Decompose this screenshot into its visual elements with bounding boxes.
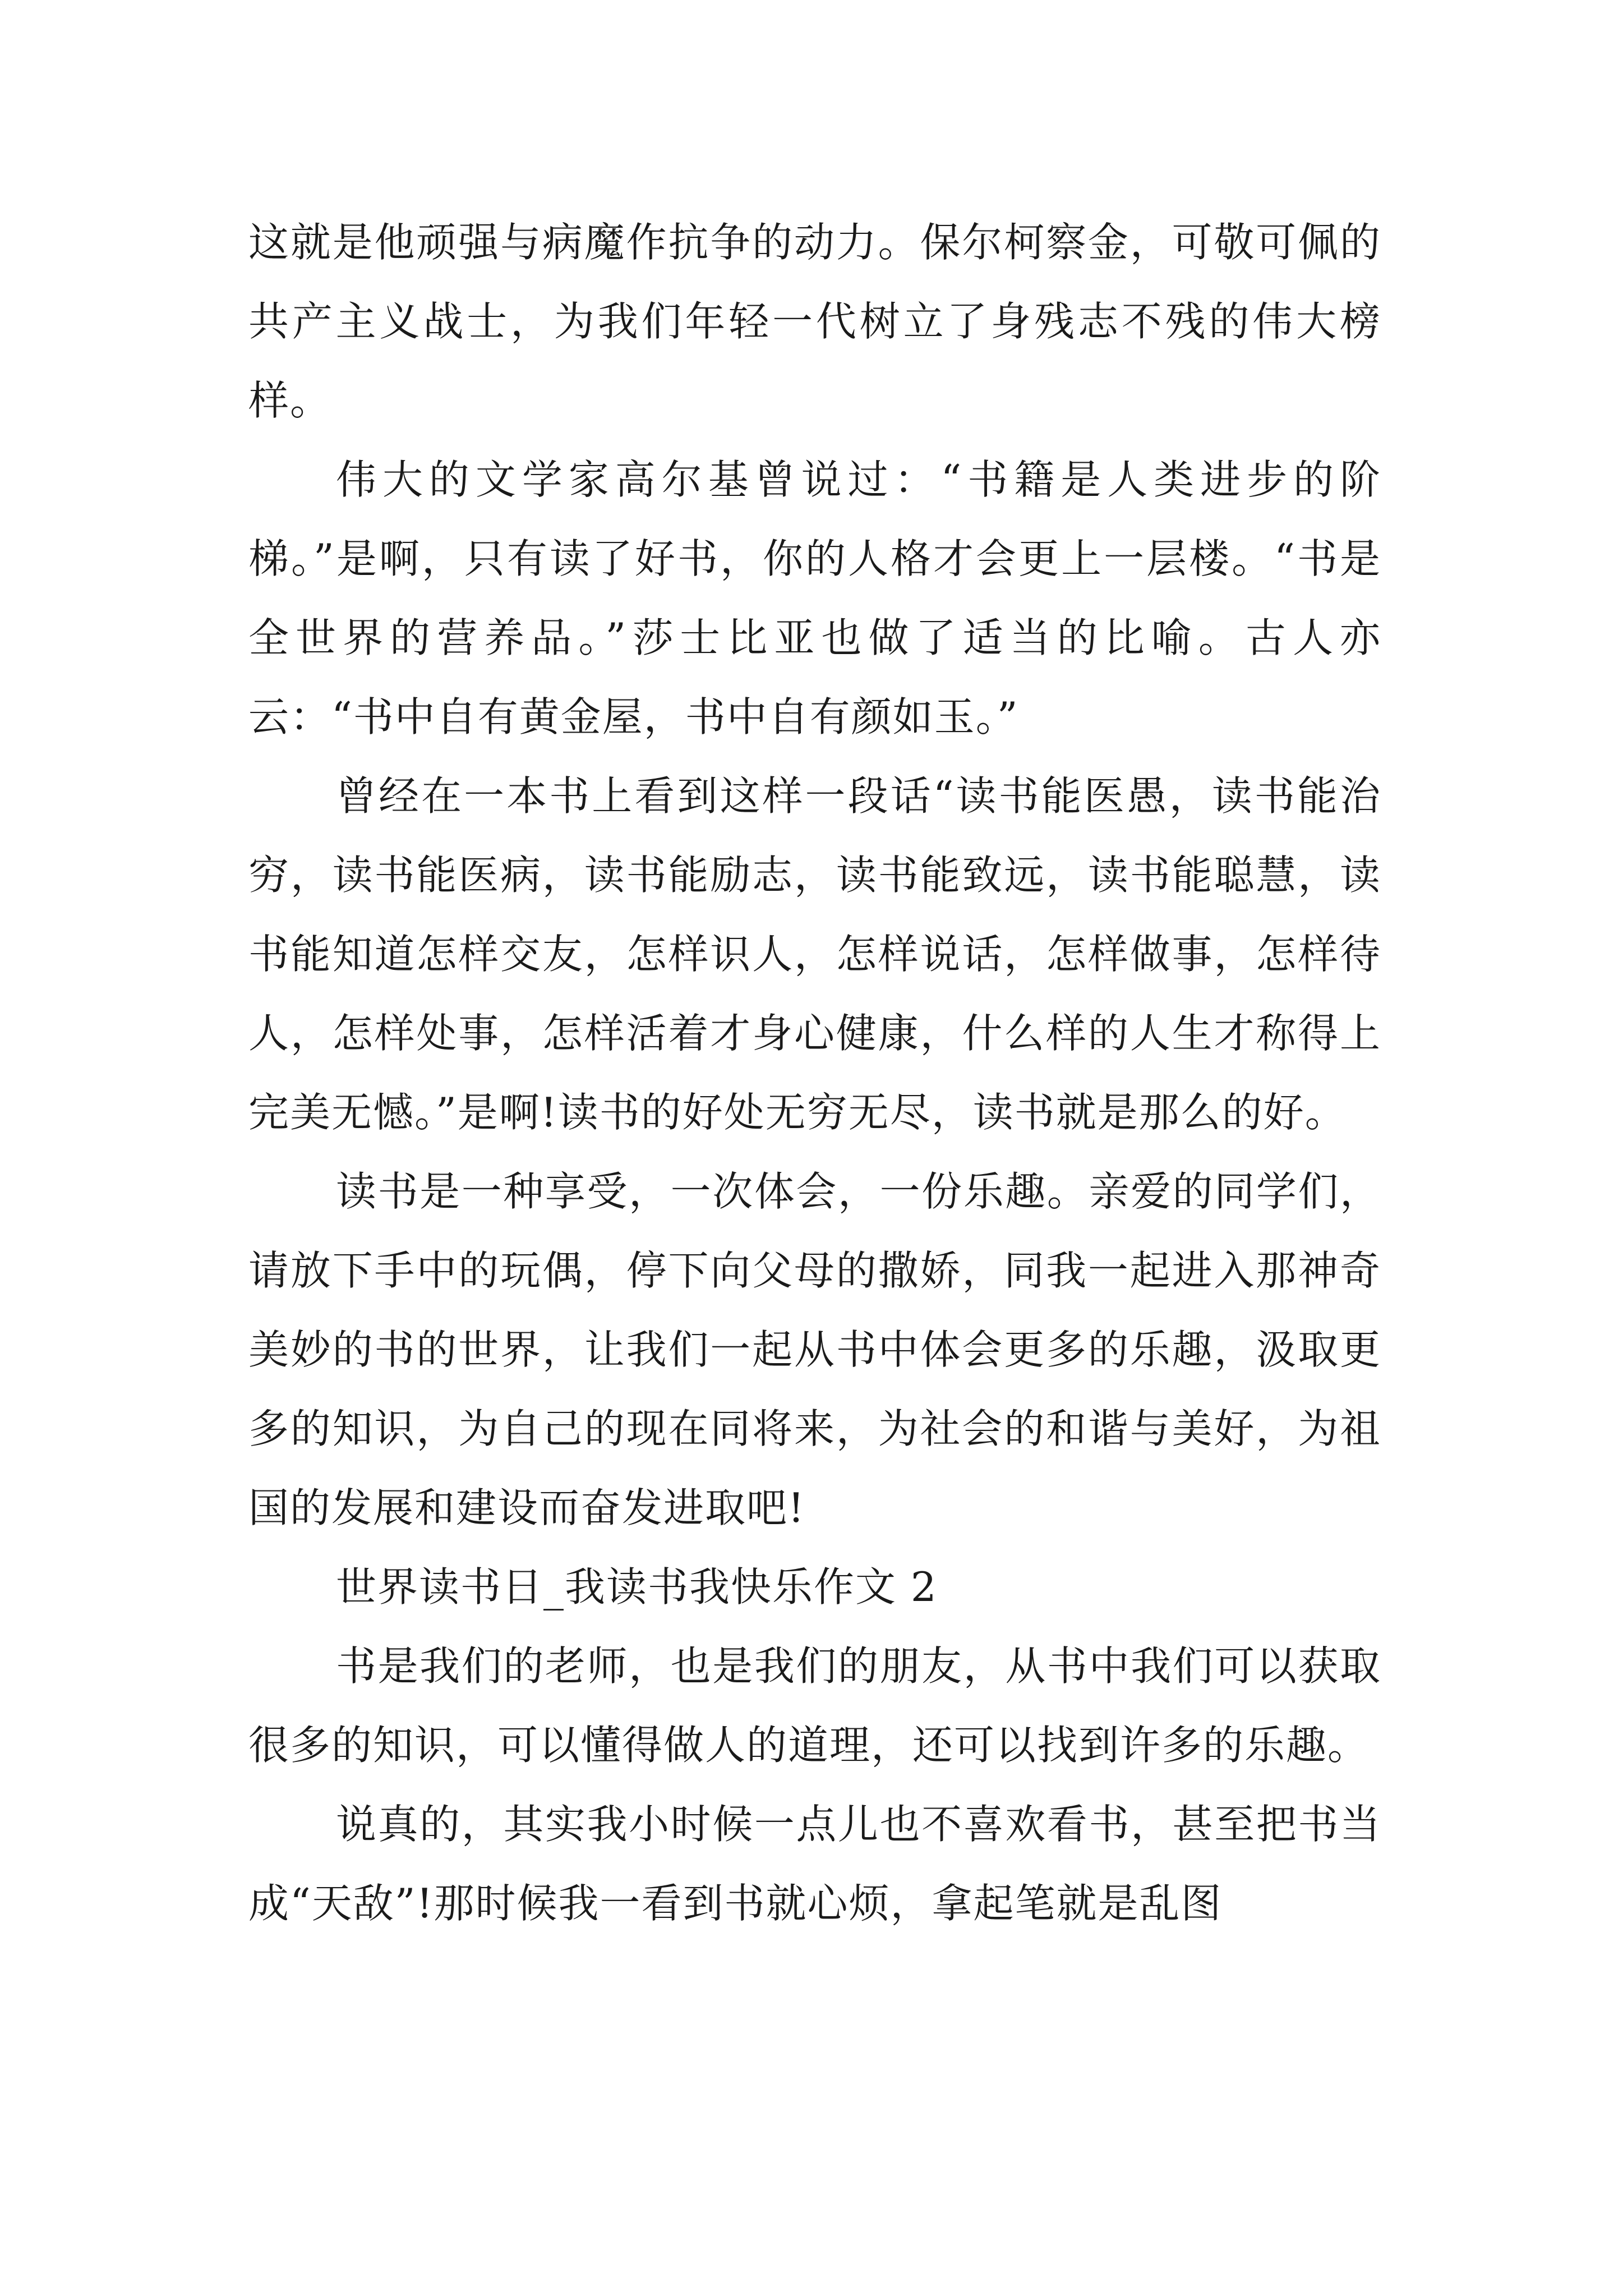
document-body xyxy=(248,203,1381,1943)
section-title: 世界读书日_我读书我快乐作文 2 xyxy=(336,1563,938,1611)
paragraph-5: 书是我们的老师，也是我们的朋友，从书中我们可以获取很多的知识，可以懂得做人的道理，还可以找到许多的乐趣。 xyxy=(248,1642,1381,1769)
paragraph-2: 伟大的文学家高尔基曾说过：“书籍是人类进步的阶梯。”是啊，只有读了好书，你的人格才会更上一层楼。“书是全世界的营养品。”莎士比亚也做了适当的比喻。古人亦云：“书中自有黄金屋，书中自有颜如玉。” xyxy=(248,456,1381,740)
paragraph-6: 说真的，其实我小时候一点儿也不喜欢看书，甚至把书当成“天敌”!那时候我一看到书就心烦，拿起笔就是乱图 xyxy=(248,1801,1381,1927)
paragraph-4: 读书是一种享受，一次体会，一份乐趣。亲爱的同学们，请放下手中的玩偶，停下向父母的撒娇，同我一起进入那神奇美妙的书的世界，让我们一起从书中体会更多的乐趣，汲取更多的知识，为自己的现在同将来，为社会的和谐与美好，为祖国的发展和建设而奋发进取吧! xyxy=(248,1168,1381,1531)
paragraph-1: 这就是他顽强与病魔作抗争的动力。保尔柯察金，可敬可佩的共产主义战士，为我们年轻一代树立了身残志不残的伟大榜样。 xyxy=(248,219,1381,424)
paragraph-3: 曾经在一本书上看到这样一段话“读书能医愚，读书能治穷，读书能医病，读书能励志，读书能致远，读书能聪慧，读书能知道怎样交友，怎样识人，怎样说话，怎样做事，怎样待人，怎样处事，怎样活着才身心健康，什么样的人生才称得上完美无憾。”是啊!读书的好处无穷无尽，读书就是那么的好。 xyxy=(248,772,1381,1136)
